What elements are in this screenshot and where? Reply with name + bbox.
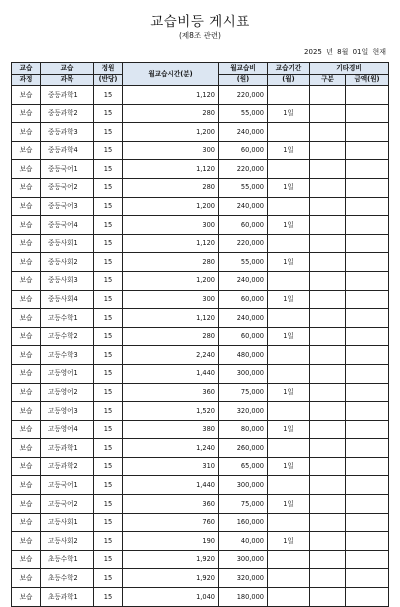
hours-cell: 1,240 [123,439,219,458]
header-course-line2: 과정 [12,74,41,86]
other-amount-cell [346,457,389,476]
period-cell [268,346,310,365]
hours-cell: 2,240 [123,346,219,365]
hours-cell: 310 [123,457,219,476]
table-row [12,216,389,235]
header-subject-line2: 과목 [41,74,94,86]
subject-cell: 중등과학4 [41,141,94,160]
subject-cell: 중등사회2 [41,253,94,272]
capacity-cell: 15 [94,420,123,439]
table-row [12,197,389,216]
table-row [12,104,389,123]
capacity-cell: 15 [94,588,123,607]
hours-cell: 1,440 [123,476,219,495]
other-amount-cell [346,588,389,607]
other-amount-cell [346,402,389,421]
hours-cell: 1,120 [123,86,219,105]
other-type-cell [310,364,346,383]
table-row [12,364,389,383]
capacity-cell: 15 [94,216,123,235]
fee-cell: 55,000 [219,178,268,197]
capacity-cell: 15 [94,197,123,216]
fee-table-body [12,86,389,607]
fee-cell: 220,000 [219,234,268,253]
subject-cell: 중등국어3 [41,197,94,216]
capacity-cell: 15 [94,327,123,346]
subject-cell: 고등영어2 [41,383,94,402]
subject-cell: 고등과학1 [41,439,94,458]
hours-cell: 1,920 [123,550,219,569]
fee-cell: 75,000 [219,495,268,514]
table-row [12,290,389,309]
table-row [12,309,389,328]
period-cell: 1일 [268,141,310,160]
hours-cell: 360 [123,495,219,514]
hours-cell: 1,920 [123,569,219,588]
fee-cell: 240,000 [219,123,268,142]
subject-cell: 고등수학1 [41,309,94,328]
subject-cell: 중등사회1 [41,234,94,253]
capacity-cell: 15 [94,234,123,253]
table-row [12,178,389,197]
course-cell: 보습 [12,216,41,235]
other-amount-cell [346,327,389,346]
header-course: 교습 [12,63,41,75]
capacity-cell: 15 [94,513,123,532]
course-cell: 보습 [12,439,41,458]
capacity-cell: 15 [94,86,123,105]
course-cell: 보습 [12,178,41,197]
hours-cell: 1,520 [123,402,219,421]
table-row [12,420,389,439]
period-cell: 1일 [268,178,310,197]
hours-cell: 760 [123,513,219,532]
other-type-cell [310,346,346,365]
other-amount-cell [346,569,389,588]
hours-cell: 1,120 [123,160,219,179]
subject-cell: 중등과학3 [41,123,94,142]
header-subject: 교습 [41,63,94,75]
other-type-cell [310,178,346,197]
capacity-cell: 15 [94,141,123,160]
other-type-cell [310,569,346,588]
other-type-cell [310,513,346,532]
subject-cell: 고등영어4 [41,420,94,439]
header-hours: 월교습시간(분) [123,63,219,86]
course-cell: 보습 [12,402,41,421]
hours-cell: 280 [123,253,219,272]
course-cell: 보습 [12,271,41,290]
other-amount-cell [346,216,389,235]
course-cell: 보습 [12,588,41,607]
fee-cell: 55,000 [219,253,268,272]
other-amount-cell [346,86,389,105]
course-cell: 보습 [12,420,41,439]
period-cell [268,513,310,532]
table-row [12,476,389,495]
other-type-cell [310,309,346,328]
capacity-cell: 15 [94,569,123,588]
hours-cell: 360 [123,383,219,402]
other-type-cell [310,402,346,421]
table-row [12,271,389,290]
subject-cell: 고등국어2 [41,495,94,514]
period-cell [268,550,310,569]
capacity-cell: 15 [94,253,123,272]
table-row [12,495,389,514]
table-row [12,588,389,607]
capacity-cell: 15 [94,439,123,458]
fee-cell: 180,000 [219,588,268,607]
period-cell [268,197,310,216]
subject-cell: 고등사회1 [41,513,94,532]
table-row [12,160,389,179]
course-cell: 보습 [12,383,41,402]
period-cell: 1일 [268,290,310,309]
course-cell: 보습 [12,495,41,514]
period-cell [268,364,310,383]
table-row [12,532,389,551]
capacity-cell: 15 [94,346,123,365]
period-cell: 1일 [268,495,310,514]
other-type-cell [310,550,346,569]
other-amount-cell [346,495,389,514]
period-cell: 1일 [268,532,310,551]
period-cell: 1일 [268,216,310,235]
other-type-cell [310,476,346,495]
fee-cell: 240,000 [219,309,268,328]
other-amount-cell [346,104,389,123]
capacity-cell: 15 [94,457,123,476]
course-cell: 보습 [12,476,41,495]
period-cell: 1일 [268,457,310,476]
fee-cell: 240,000 [219,197,268,216]
subject-cell: 중등국어4 [41,216,94,235]
table-row [12,327,389,346]
capacity-cell: 15 [94,160,123,179]
course-cell: 보습 [12,197,41,216]
fee-cell: 260,000 [219,439,268,458]
table-row [12,550,389,569]
fee-cell: 65,000 [219,457,268,476]
other-type-cell [310,141,346,160]
fee-cell: 60,000 [219,141,268,160]
other-type-cell [310,123,346,142]
fee-cell: 480,000 [219,346,268,365]
fee-cell: 300,000 [219,476,268,495]
fee-table [11,62,389,607]
other-type-cell [310,588,346,607]
date-month: 8 [337,48,342,56]
other-type-cell [310,86,346,105]
subject-cell: 고등영어1 [41,364,94,383]
date-day: 01일 [352,48,369,56]
fee-cell: 160,000 [219,513,268,532]
fee-cell: 60,000 [219,327,268,346]
other-amount-cell [346,253,389,272]
capacity-cell: 15 [94,178,123,197]
hours-cell: 380 [123,420,219,439]
other-amount-cell [346,197,389,216]
date-suffix: 현재 [372,48,386,56]
hours-cell: 1,120 [123,309,219,328]
date-year-unit: 년 [326,48,333,56]
course-cell: 보습 [12,141,41,160]
period-cell [268,309,310,328]
capacity-cell: 15 [94,532,123,551]
other-type-cell [310,160,346,179]
course-cell: 보습 [12,234,41,253]
subject-cell: 초등수학1 [41,550,94,569]
subject-cell: 중등과학1 [41,86,94,105]
fee-cell: 75,000 [219,383,268,402]
other-amount-cell [346,550,389,569]
hours-cell: 300 [123,216,219,235]
course-cell: 보습 [12,123,41,142]
fee-cell: 320,000 [219,569,268,588]
period-cell [268,234,310,253]
table-row [12,457,389,476]
course-cell: 보습 [12,550,41,569]
other-type-cell [310,253,346,272]
fee-cell: 60,000 [219,216,268,235]
hours-cell: 300 [123,290,219,309]
course-cell: 보습 [12,364,41,383]
other-amount-cell [346,141,389,160]
page-title: 교습비등 게시표 [150,14,250,30]
subject-cell: 고등영어3 [41,402,94,421]
course-cell: 보습 [12,346,41,365]
course-cell: 보습 [12,160,41,179]
course-cell: 보습 [12,86,41,105]
period-cell [268,439,310,458]
capacity-cell: 15 [94,271,123,290]
hours-cell: 280 [123,327,219,346]
other-type-cell [310,457,346,476]
header-capacity-line2: (반당) [94,74,123,86]
other-amount-cell [346,123,389,142]
other-amount-cell [346,383,389,402]
subject-cell: 중등과학2 [41,104,94,123]
other-amount-cell [346,271,389,290]
date-year: 2025 [304,48,322,56]
hours-cell: 280 [123,178,219,197]
subject-cell: 중등국어1 [41,160,94,179]
header-other: 기타경비 [310,63,389,75]
fee-cell: 220,000 [219,86,268,105]
other-type-cell [310,439,346,458]
capacity-cell: 15 [94,364,123,383]
fee-cell: 60,000 [219,290,268,309]
header-fee-line2: (원) [219,74,268,86]
period-cell [268,86,310,105]
other-amount-cell [346,234,389,253]
subject-cell: 초등과학1 [41,588,94,607]
other-type-cell [310,197,346,216]
other-amount-cell [346,346,389,365]
other-amount-cell [346,420,389,439]
hours-cell: 1,200 [123,123,219,142]
other-amount-cell [346,476,389,495]
other-type-cell [310,532,346,551]
other-type-cell [310,234,346,253]
table-row [12,234,389,253]
table-row [12,346,389,365]
hours-cell: 300 [123,141,219,160]
other-amount-cell [346,178,389,197]
hours-cell: 1,120 [123,234,219,253]
hours-cell: 1,200 [123,197,219,216]
course-cell: 보습 [12,290,41,309]
hours-cell: 1,200 [123,271,219,290]
capacity-cell: 15 [94,123,123,142]
header-other-type: 구분 [310,74,346,86]
other-type-cell [310,216,346,235]
other-type-cell [310,104,346,123]
fee-cell: 220,000 [219,160,268,179]
subject-cell: 고등수학3 [41,346,94,365]
other-type-cell [310,327,346,346]
hours-cell: 1,440 [123,364,219,383]
fee-cell: 55,000 [219,104,268,123]
period-cell: 1일 [268,420,310,439]
subject-cell: 초등수학2 [41,569,94,588]
other-type-cell [310,383,346,402]
course-cell: 보습 [12,309,41,328]
hours-cell: 190 [123,532,219,551]
header-other-amount: 금액(원) [346,74,389,86]
as-of-date [304,47,386,57]
table-row [12,141,389,160]
header-period-line2: (월) [268,74,310,86]
course-cell: 보습 [12,327,41,346]
fee-cell: 300,000 [219,550,268,569]
header-capacity: 정원 [94,63,123,75]
date-month-unit: 월 [341,48,349,56]
table-row [12,513,389,532]
period-cell: 1일 [268,383,310,402]
other-amount-cell [346,160,389,179]
table-row [12,383,389,402]
capacity-cell: 15 [94,476,123,495]
period-cell [268,476,310,495]
period-cell [268,160,310,179]
table-row [12,402,389,421]
course-cell: 보습 [12,532,41,551]
fee-cell: 240,000 [219,271,268,290]
fee-cell: 300,000 [219,364,268,383]
fee-cell: 320,000 [219,402,268,421]
other-amount-cell [346,309,389,328]
period-cell: 1일 [268,104,310,123]
period-cell: 1일 [268,327,310,346]
page-subtitle: (제8조 관련) [179,31,221,40]
course-cell: 보습 [12,104,41,123]
other-type-cell [310,271,346,290]
course-cell: 보습 [12,569,41,588]
other-amount-cell [346,513,389,532]
other-amount-cell [346,439,389,458]
table-row [12,123,389,142]
other-type-cell [310,495,346,514]
capacity-cell: 15 [94,550,123,569]
subject-cell: 고등국어1 [41,476,94,495]
course-cell: 보습 [12,457,41,476]
fee-cell: 80,000 [219,420,268,439]
other-amount-cell [346,290,389,309]
table-row [12,253,389,272]
period-cell: 1일 [268,253,310,272]
period-cell [268,123,310,142]
subject-cell: 고등사회2 [41,532,94,551]
subject-cell: 고등수학2 [41,327,94,346]
header-period: 교습기간 [268,63,310,75]
table-row [12,569,389,588]
table-row [12,439,389,458]
capacity-cell: 15 [94,383,123,402]
capacity-cell: 15 [94,290,123,309]
fee-cell: 40,000 [219,532,268,551]
course-cell: 보습 [12,253,41,272]
table-row [12,86,389,105]
other-type-cell [310,290,346,309]
subject-cell: 중등국어2 [41,178,94,197]
capacity-cell: 15 [94,495,123,514]
capacity-cell: 15 [94,309,123,328]
period-cell [268,402,310,421]
period-cell [268,588,310,607]
subject-cell: 고등과학2 [41,457,94,476]
course-cell: 보습 [12,513,41,532]
capacity-cell: 15 [94,402,123,421]
subject-cell: 중등사회4 [41,290,94,309]
header-fee: 월교습비 [219,63,268,75]
capacity-cell: 15 [94,104,123,123]
hours-cell: 280 [123,104,219,123]
other-amount-cell [346,532,389,551]
other-type-cell [310,420,346,439]
subject-cell: 중등사회3 [41,271,94,290]
period-cell [268,271,310,290]
hours-cell: 1,040 [123,588,219,607]
other-amount-cell [346,364,389,383]
period-cell [268,569,310,588]
